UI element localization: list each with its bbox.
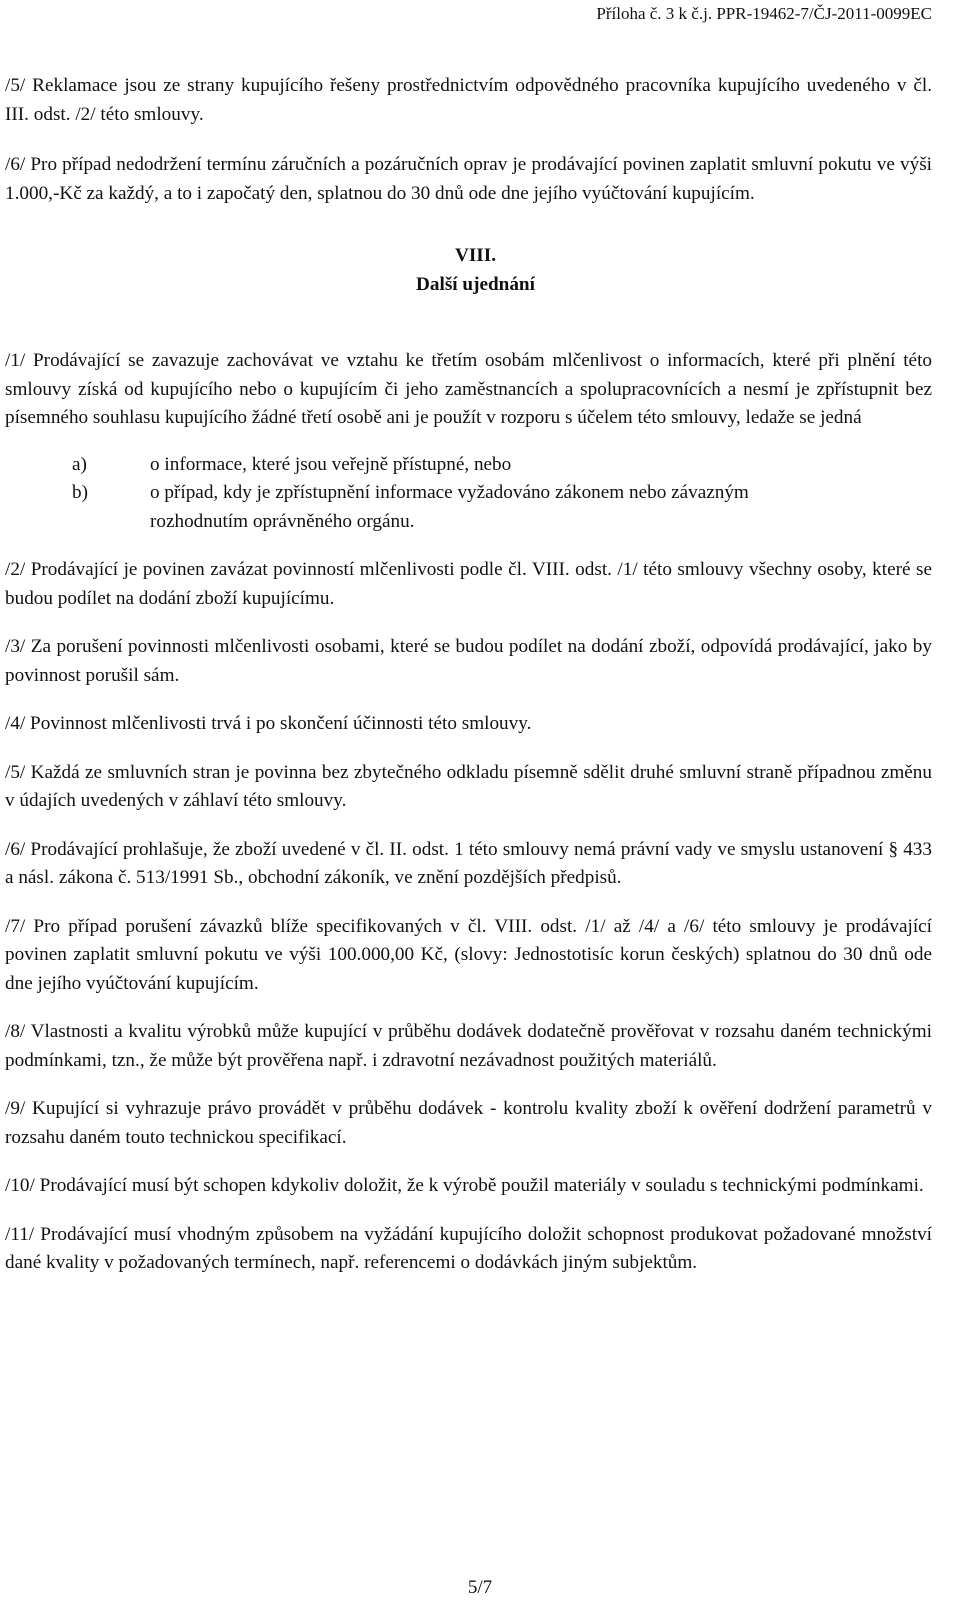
paragraph-6: /6/ Pro případ nedodržení termínu záručních a pozáručních oprav je prodávající povinen zaplatit smluvní pokutu ve výši 1.000,-Kč za každý, a to i započatý den, splatnou do 30 dnů ode dne jejího vyúčtování kupujícím. [5, 154, 932, 204]
list-label-a: a) [72, 453, 87, 475]
list-text-a: o informace, které jsou veřejně přístupné, nebo [150, 453, 512, 475]
list-text-b-continuation: rozhodnutím oprávněného orgánu. [150, 510, 415, 532]
list-item-b [5, 479, 932, 508]
paragraph-5: /5/ Reklamace jsou ze strany kupujícího řešeny prostřednictvím odpovědného pracovníka kupujícího uvedeného v čl. III. odst. /2/ této smlouvy. [5, 75, 932, 125]
clause-7: /7/ Pro případ porušení závazků blíže specifikovaných v čl. VIII. odst. /1/ až /4/ a /6/ této smlouvy je prodávající povinen zaplatit smluvní pokutu ve výši 100.000,00 Kč, (slovy: Jednostotisíc korun českých) splatnou do 30 dnů ode dne jejího vyúčtování kupujícím. [5, 915, 932, 994]
clause-8: /8/ Vlastnosti a kvalitu výrobků může kupující v průběhu dodávek dodatečně prověřovat v rozsahu daném technickými podmínkami, tzn., že může být prověřena např. i zdravotní nezávadnost použitých materiálů. [5, 1021, 932, 1071]
clause-10: /10/ Prodávající musí být schopen kdykoliv doložit, že k výrobě použil materiály v souladu s technickými podmínkami. [5, 1175, 924, 1196]
clause-1: /1/ Prodávající se zavazuje zachovávat ve vztahu ke třetím osobám mlčenlivost o informacích, které při plnění této smlouvy získá od kupujícího nebo o kupujícím či jeho zaměstnancích a spolupracovnících a nesmí je zpřístupnit bez písemného souhlasu kupujícího žádné třetí osobě ani je použít v rozporu s účelem této smlouvy, ledaže se jedná [5, 350, 932, 428]
document-reference: Příloha č. 3 k č.j. PPR-19462-7/ČJ-2011-0099EC [596, 4, 932, 23]
list-text-b: o případ, kdy je zpřístupnění informace vyžadováno zákonem nebo závazným [150, 482, 749, 503]
clause-9: /9/ Kupující si vyhrazuje právo provádět v průběhu dodávek - kontrolu kvality zboží k ověření dodržení parametrů v rozsahu daném touto technickou specifikací. [5, 1098, 932, 1148]
clause-6: /6/ Prodávající prohlašuje, že zboží uvedené v čl. II. odst. 1 této smlouvy nemá právní vady ve smyslu ustanovení § 433 a násl. zákona č. 513/1991 Sb., obchodní zákoník, ve znění pozdějších předpisů. [5, 838, 932, 888]
list-label-b: b) [72, 482, 88, 503]
clause-2: /2/ Prodávající je povinen zavázat povinností mlčenlivosti podle čl. VIII. odst. /1/ této smlouvy všechny osoby, které se budou podílet na dodání zboží kupujícímu. [5, 559, 932, 609]
page-number: 5/7 [467, 1577, 493, 1598]
clause-3: /3/ Za porušení povinnosti mlčenlivosti osobami, které se budou podílet na dodání zboží, odpovídá prodávající, jako by povinnost porušil sám. [5, 636, 932, 686]
clause-11: /11/ Prodávající musí vhodným způsobem na vyžádání kupujícího doložit schopnost produkovat požadované množství dané kvality v požadovaných termínech, např. referencemi o dodávkách jiným subjektům. [5, 1223, 932, 1273]
section-number: VIII. [454, 245, 497, 266]
section-title: Další ujednání [416, 273, 535, 295]
document-body [5, 72, 932, 1278]
clause-5: /5/ Každá ze smluvních stran je povinna bez zbytečného odkladu písemně sdělit druhé smluvní straně případnou změnu v údajích uvedených v záhlaví této smlouvy. [5, 761, 932, 811]
clause-4: /4/ Povinnost mlčenlivosti trvá i po skončení účinnosti této smlouvy. [5, 713, 532, 734]
list-item-a [5, 451, 932, 480]
exception-list [5, 451, 932, 537]
